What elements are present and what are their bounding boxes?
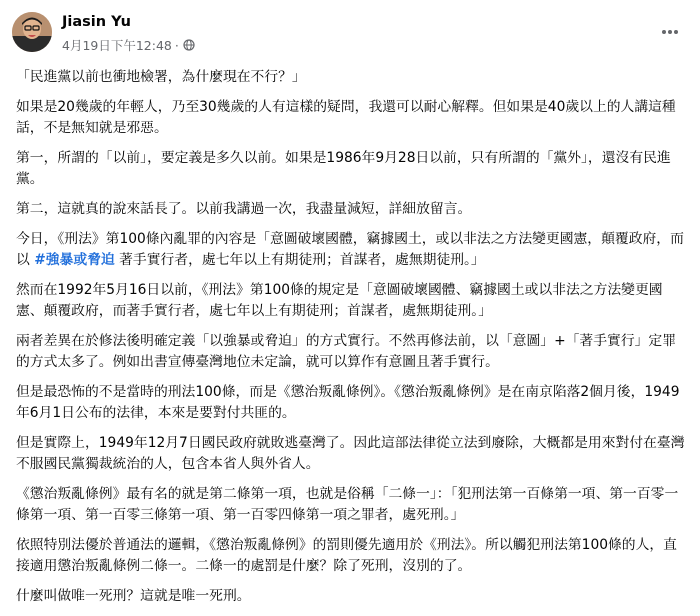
- more-options-button[interactable]: [656, 18, 684, 46]
- globe-icon[interactable]: [183, 39, 195, 51]
- meta-separator: ·: [174, 37, 179, 53]
- post-paragraph-8: 但是最恐怖的不是當時的刑法100條，而是《懲治叛亂條例》。《懲治叛亂條例》是在南京陷落2個月後，1949年6月1日公布的法律，本來是要對付共匪的。: [16, 384, 680, 421]
- post-paragraph-2: 如果是20幾歲的年輕人，乃至30幾歲的人有這樣的疑問，我還可以耐心解釋。但如果是40歲以上的人講這種話，不是無知就是邪惡。: [16, 99, 676, 136]
- post-paragraph-4: 第二，這就真的說來話長了。以前我講過一次，我盡量減短，詳細放留言。: [16, 201, 472, 217]
- post-paragraph-6: 然而在1992年5月16日以前，《刑法》第100條的規定是「意圖破壞國體、竊據國土或以非法之方法變更國憲、顛覆政府，而著手實行者，處七年以上有期徒刑；首謀者，處無期徒刑。」: [16, 282, 663, 319]
- post-paragraph-9: 但是實際上，1949年12月7日國民政府就敗逃臺灣了。因此這部法律從立法到廢除，大概都是用來對付在臺灣不服國民黨獨裁統治的人，包含本省人與外省人。: [16, 435, 685, 472]
- paragraph-text: 著手實行者，處七年以上有期徒刑；首謀者，處無期徒刑。」: [114, 252, 485, 268]
- post-paragraph-3: 第一，所謂的「以前」，要定義是多久以前。如果是1986年9月28日以前，只有所謂的「黨外」，還沒有民進黨。: [16, 150, 671, 187]
- post-meta: [62, 36, 195, 54]
- paragraph-text: 今日，《刑法》第100條內亂罪的內容是「意圖破壞國體，竊據國土，或以非法之方法變更國憲，顛覆政府，而以: [16, 231, 684, 268]
- hashtag-link[interactable]: #強暴或脅迫: [34, 252, 115, 268]
- post-paragraph-5: [16, 229, 686, 271]
- avatar[interactable]: [12, 12, 52, 52]
- post-paragraph-11: 依照特別法優於普通法的邏輯，《懲治叛亂條例》的罰則優先適用於《刑法》。所以觸犯刑法第100條的人，直接適用懲治叛亂條例二條一。二條一的處罰是什麼？除了死刑，沒別的了。: [16, 537, 677, 574]
- post-paragraph-10: 《懲治叛亂條例》最有名的就是第二條第一項，也就是俗稱「二條一」：「犯刑法第一百條第一項、第一百零一條第一項、第一百零三條第一項、第一百零四條第一項之罪者，處死刑。」: [16, 486, 679, 523]
- post-paragraph-12: 什麼叫做唯一死刑？這就是唯一死刑。: [16, 588, 251, 604]
- post-timestamp[interactable]: 4月19日下午12:48: [62, 38, 172, 53]
- more-options-icon: [661, 29, 679, 35]
- post-body: [16, 67, 686, 616]
- author-name[interactable]: Jiasin Yu: [62, 14, 131, 30]
- post-header: [12, 12, 688, 56]
- post-paragraph-7: 兩者差異在於修法後明確定義「以強暴或脅迫」的方式實行。不然再修法前，以「意圖」+「著手實行」定罪的方式太多了。例如出書宣傳臺灣地位未定論，就可以算作有意圖且著手實行。: [16, 333, 677, 370]
- post-paragraph-1: 「民進黨以前也衝地檢署，為什麼現在不行？」: [16, 69, 306, 85]
